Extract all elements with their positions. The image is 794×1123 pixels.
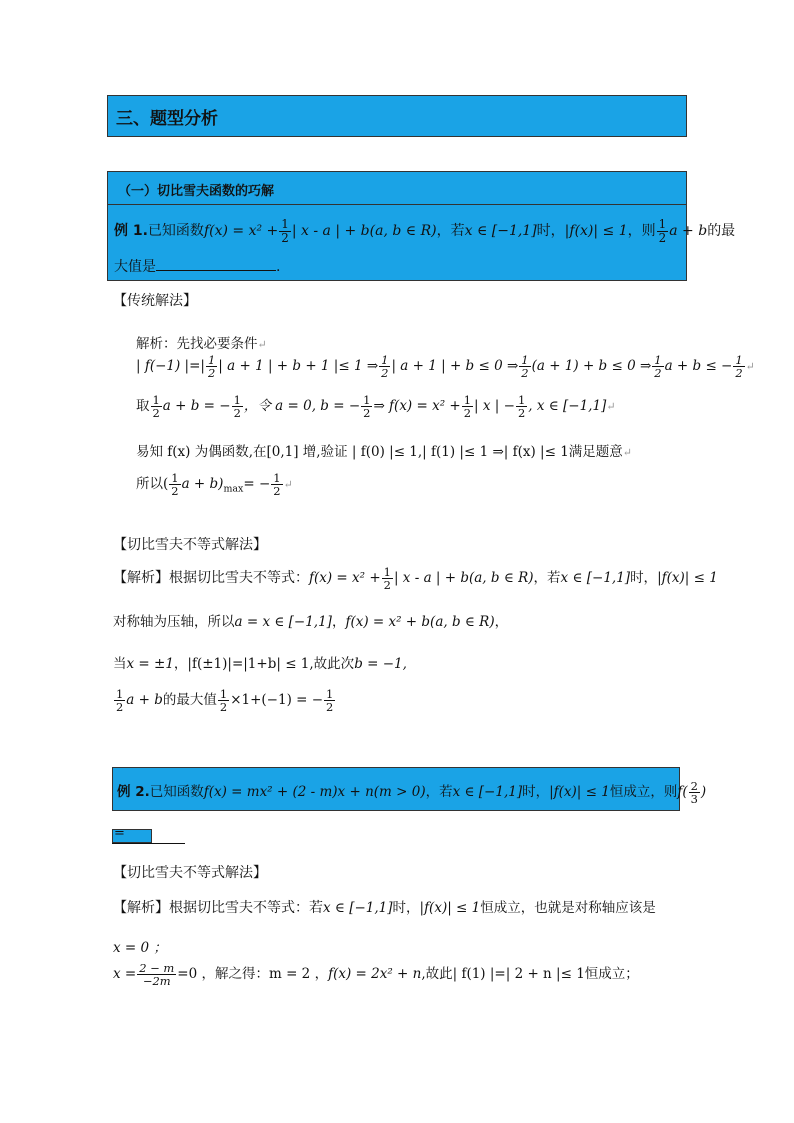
example1-question-line1 xyxy=(114,218,735,244)
numerator: 1 xyxy=(463,393,472,407)
chebyshev2-paragraph2: x = 0 ； xyxy=(113,940,167,956)
text: 恒成立，则 xyxy=(609,784,678,801)
chebyshev2-heading: 【切比雪夫不等式解法】 xyxy=(113,865,267,881)
denominator: 2 xyxy=(463,406,472,421)
fraction xyxy=(516,394,527,419)
text: ， xyxy=(494,614,509,630)
text: = − xyxy=(243,476,271,493)
denominator: 2 xyxy=(273,484,281,499)
example1-divider xyxy=(108,204,686,205)
denominator: 2 xyxy=(281,230,289,245)
numerator: 2 − m xyxy=(139,961,175,975)
text: 所以( xyxy=(136,476,169,493)
denominator: 2 xyxy=(116,700,124,715)
denominator: 2 xyxy=(521,366,529,381)
chebyshev2-paragraph1 xyxy=(113,896,656,917)
text: x = xyxy=(113,966,137,983)
fraction xyxy=(689,780,700,805)
numerator: 1 xyxy=(363,393,371,407)
numerator: 1 xyxy=(735,353,743,367)
example1-condition: x ∈ [−1,1] xyxy=(464,223,537,239)
denominator: 2 xyxy=(517,406,526,421)
return-mark: ↵ xyxy=(283,478,293,492)
text: |f(x)| ≤ 1 xyxy=(657,570,718,587)
numerator: 1 xyxy=(219,687,228,701)
traditional-line5 xyxy=(136,472,293,497)
text: 易知 f(x) 为偶函数,在[0,1] 增,验证 | f(0) |≤ 1,| f(1) |≤ 1 ⇒| f(x) |≤ 1满足题意 xyxy=(136,444,623,460)
text: b = −1, xyxy=(354,656,407,672)
text: a + b xyxy=(126,692,163,709)
traditional-line2 xyxy=(136,354,755,379)
text: ， xyxy=(331,614,346,630)
chebyshev1-heading: 【切比雪夫不等式解法】 xyxy=(113,537,267,553)
text: 【解析】根据切比雪夫不等式： xyxy=(113,570,309,587)
example1-text: ，若 xyxy=(436,223,465,239)
example1-text: 时， xyxy=(536,223,565,239)
example2-label: 例 2. xyxy=(117,784,150,801)
text: f(x) = x² + xyxy=(309,570,381,587)
answer-blank[interactable] xyxy=(156,258,276,271)
denominator: 2 xyxy=(381,366,389,381)
numerator: 1 xyxy=(273,471,281,485)
fraction xyxy=(137,962,176,987)
traditional-line4 xyxy=(136,440,632,460)
fraction xyxy=(733,354,744,379)
text: x ∈ [−1,1] xyxy=(560,570,631,587)
fraction xyxy=(206,354,217,379)
text: ，若 xyxy=(425,784,453,801)
text: f(x) = 2x² + n xyxy=(328,966,422,983)
text: 解析：先找必要条件 xyxy=(136,336,258,352)
fraction xyxy=(382,566,393,591)
fraction xyxy=(232,394,243,419)
text: ，令 a = 0, b = − xyxy=(243,398,361,415)
fraction xyxy=(657,218,669,244)
text: ⇒ f(x) = x² + xyxy=(373,398,461,415)
section-title: 三、题型分析 xyxy=(116,108,218,129)
fraction xyxy=(151,394,162,419)
fraction xyxy=(114,688,125,713)
example2-box xyxy=(112,767,707,811)
text: 【解析】根据切比雪夫不等式：若 xyxy=(113,900,323,916)
text: ，|f(±1)|=|1+b| ≤ 1,故此次 xyxy=(173,656,355,672)
text: (a + 1) + b ≤ 0 ⇒ xyxy=(531,358,652,375)
return-mark: ↵ xyxy=(606,400,616,414)
example1-function: f(x) = x² + xyxy=(203,223,279,239)
example1-inequality: |f(x)| ≤ 1 xyxy=(564,223,628,239)
text: a = x ∈ [−1,1] xyxy=(234,614,332,630)
example1-subheading: （一）切比雪夫函数的巧解 xyxy=(118,184,275,199)
text: 的最大值 xyxy=(162,692,217,709)
fraction xyxy=(218,688,229,713)
text: 时， xyxy=(630,570,658,587)
fraction xyxy=(652,354,663,379)
text: x = ±1 xyxy=(126,656,174,672)
example1-text: 的最 xyxy=(707,223,736,239)
fraction xyxy=(324,688,335,713)
chebyshev1-paragraph2 xyxy=(113,610,508,630)
denominator: −2m xyxy=(142,974,171,989)
denominator: 2 xyxy=(219,700,228,715)
example1-label: 例 1. xyxy=(114,223,148,239)
numerator: 1 xyxy=(517,393,526,407)
denominator: 2 xyxy=(326,700,334,715)
denominator: 2 xyxy=(383,578,391,593)
example1-text: 大值是 xyxy=(114,259,156,275)
example1-question-line2 xyxy=(114,256,280,276)
fraction xyxy=(361,394,372,419)
text: 恒成立，也就是对称轴应该是 xyxy=(480,900,656,916)
text: a + b ≤ − xyxy=(664,358,733,375)
text: 取 xyxy=(136,398,150,415)
chebyshev2-paragraph3 xyxy=(113,962,639,987)
equals-sign: = xyxy=(114,826,125,841)
text: x ∈ [−1,1] xyxy=(323,900,393,916)
denominator: 2 xyxy=(654,366,662,381)
return-mark: ↵ xyxy=(257,338,267,351)
text: , x ∈ [−1,1] xyxy=(528,398,607,415)
text: 当 xyxy=(113,656,127,672)
text: ) xyxy=(700,784,707,801)
return-mark: ↵ xyxy=(745,360,755,374)
example2-blank-underline xyxy=(112,843,185,844)
text: 已知函数 xyxy=(149,784,204,801)
numerator: 1 xyxy=(381,353,389,367)
numerator: 1 xyxy=(326,687,334,701)
traditional-line3 xyxy=(136,394,616,419)
text: a + b) xyxy=(181,476,224,493)
text: a + b = − xyxy=(162,398,231,415)
numerator: 1 xyxy=(521,353,529,367)
traditional-heading: 【传统解法】 xyxy=(113,293,197,309)
text: =0 ，解之得：m = 2 ， xyxy=(177,966,329,983)
example1-text: ，则 xyxy=(627,223,656,239)
text: ，若 xyxy=(533,570,561,587)
example1-function-rest: | x - a | + b(a, b ∈ R) xyxy=(291,223,437,239)
example1-text: . xyxy=(276,259,281,275)
example2-function: f(x) = mx² + (2 - m)x + n(m > 0) xyxy=(203,784,426,801)
text: 时， xyxy=(392,900,420,916)
denominator: 2 xyxy=(233,406,241,421)
example1-objective: a + b xyxy=(669,223,708,239)
chebyshev1-paragraph3 xyxy=(113,652,407,672)
text: | a + 1 | + b ≤ 0 ⇒ xyxy=(391,358,519,375)
example2-question xyxy=(117,780,706,805)
numerator: 1 xyxy=(171,471,179,485)
numerator: 1 xyxy=(658,217,667,231)
example2-inequality: |f(x)| ≤ 1 xyxy=(549,784,610,801)
traditional-line1 xyxy=(136,332,267,352)
text: f(x) = x² + b(a, b ∈ R) xyxy=(345,614,495,630)
denominator: 2 xyxy=(735,366,743,381)
fraction xyxy=(271,472,282,497)
text: | a + 1 | + b + 1 |≤ 1 ⇒ xyxy=(218,358,379,375)
chebyshev1-paragraph1 xyxy=(113,566,718,591)
example2-condition: x ∈ [−1,1] xyxy=(452,784,523,801)
denominator: 2 xyxy=(363,406,371,421)
text: | x - a | + b(a, b ∈ R) xyxy=(393,570,534,587)
subscript: max xyxy=(223,483,244,495)
fraction xyxy=(279,218,291,244)
example1-text: 已知函数 xyxy=(147,223,204,239)
numerator: 1 xyxy=(233,393,241,407)
text: ,故此| f(1) |=| 2 + n |≤ 1恒成立； xyxy=(421,966,639,983)
denominator: 2 xyxy=(658,230,667,245)
text: | x | − xyxy=(474,398,515,415)
numerator: 1 xyxy=(152,393,160,407)
text: |f(x)| ≤ 1 xyxy=(419,900,481,916)
numerator: 1 xyxy=(207,353,216,367)
fraction xyxy=(379,354,390,379)
denominator: 2 xyxy=(152,406,160,421)
numerator: 1 xyxy=(281,217,289,231)
example1-box xyxy=(107,171,736,281)
text: f( xyxy=(677,784,688,801)
numerator: 1 xyxy=(654,353,662,367)
chebyshev1-paragraph4 xyxy=(113,688,336,713)
numerator: 1 xyxy=(116,687,124,701)
section-title-banner xyxy=(107,95,687,137)
denominator: 3 xyxy=(690,792,698,807)
text: 时， xyxy=(522,784,550,801)
return-mark: ↵ xyxy=(622,446,633,459)
fraction xyxy=(519,354,530,379)
numerator: 1 xyxy=(383,565,391,579)
text: | f(−1) |=| xyxy=(136,358,205,375)
fraction xyxy=(169,472,180,497)
fraction xyxy=(462,394,473,419)
denominator: 2 xyxy=(207,366,216,381)
example2-answer-blank[interactable] xyxy=(112,826,152,843)
numerator: 2 xyxy=(690,779,698,793)
denominator: 2 xyxy=(171,484,179,499)
text: ×1+(−1) = − xyxy=(230,692,324,709)
text: 对称轴为压轴，所以 xyxy=(113,614,235,630)
